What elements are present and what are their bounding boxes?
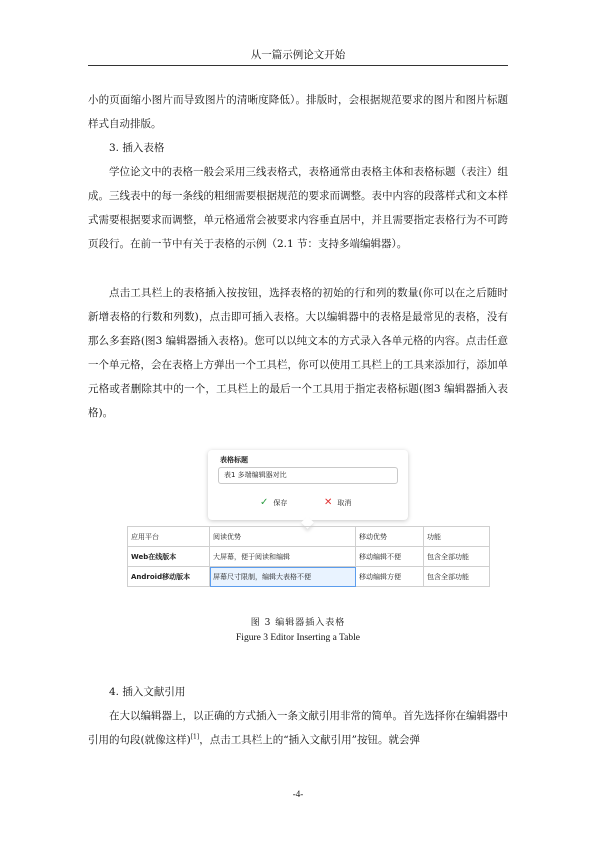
save-label: 保存: [273, 499, 288, 507]
cancel-button[interactable]: [324, 496, 351, 510]
table-cell[interactable]: 移动编辑方便: [356, 567, 424, 587]
table-cell[interactable]: 应用平台: [128, 527, 210, 547]
table-cell[interactable]: 功能: [424, 527, 490, 547]
cancel-label: 取消: [337, 499, 352, 507]
citation-marker[interactable]: [1]: [190, 733, 200, 741]
table-row: [128, 547, 490, 567]
heading-insert-reference: 4. 插入文献引用: [109, 686, 186, 698]
caption-input[interactable]: 表1 多端编辑器对比: [218, 467, 398, 484]
table-caption-popup: [208, 450, 408, 520]
caption-field-label: 表格标题: [220, 456, 248, 464]
paragraph-reference-how-to: [88, 704, 508, 752]
table-cell[interactable]: 大屏幕，便于阅读和编辑: [210, 547, 356, 567]
page-number: -4-: [292, 789, 304, 799]
close-icon: ✕: [324, 497, 333, 508]
table-cell[interactable]: 包含全部功能: [424, 567, 490, 587]
save-button[interactable]: [260, 496, 287, 510]
table-cell[interactable]: 包含全部功能: [424, 547, 490, 567]
table-cell[interactable]: 移动优势: [356, 527, 424, 547]
check-icon: ✓: [260, 497, 269, 508]
reference-text-before: 在大以编辑器上，以正确的方式插入一条文献引用非常的简单。首先选择你在编辑器中引用的句段(就像这样): [88, 710, 508, 746]
running-header: 从一篇示例论文开始: [250, 49, 346, 61]
heading-insert-table: 3. 插入表格: [109, 142, 165, 154]
paragraph-continued: 小的页面缩小图片而导致图片的清晰度降低）。排版时，会根据规范要求的图片和图片标题样式自动排版。: [88, 94, 508, 130]
selected-table-cell[interactable]: 屏幕尺寸限制，编辑大表格不便: [210, 567, 356, 587]
table-cell[interactable]: Web在线版本: [128, 547, 210, 567]
table-cell[interactable]: Android移动版本: [128, 567, 210, 587]
table-cell[interactable]: 移动编辑不便: [356, 547, 424, 567]
editor-table: [127, 526, 490, 587]
table-cell[interactable]: 阅读优势: [210, 527, 356, 547]
reference-text-after: ，点击工具栏上的“插入文献引用”按钮。就会弹: [199, 734, 420, 746]
figure-caption-english: Figure 3 Editor Inserting a Table: [236, 633, 360, 643]
table-row: [128, 567, 490, 587]
figure-caption-chinese: 图 3 编辑器插入表格: [250, 618, 346, 628]
paragraph-tables-intro: 学位论文中的表格一般会采用三线表格式，表格通常由表格主体和表格标题（表注）组成。三线表中的每一条线的粗细需要根据规范的要求而调整。表中内容的段落样式和文本样式需要根据要求而调整，单元格通常会被要求内容垂直居中，并且需要指定表格行为不可跨页段行。在前一节中有关于表格的示例（2.1 节：支持多端编辑器）。: [88, 166, 508, 250]
header-rule: [88, 65, 508, 66]
table-header-row: [128, 527, 490, 547]
paragraph-tables-how-to: 点击工具栏上的表格插入按按钮，选择表格的初始的行和列的数量(你可以在之后随时新增表格的行数和列数)，点击即可插入表格。大以编辑器中的表格是最常见的表格，没有那么多套路(图3 编辑器插入表格)。您可以以纯文本的方式录入各单元格的内容。点击任意一个单元格，会在表格上方弹出一个工具栏，你可以使用工具栏上的工具来添加行，添加单元格或者删除其中的一个，工具栏上的最后一个工具用于指定表格标题(图3 编辑器插入表格)。: [88, 287, 508, 419]
